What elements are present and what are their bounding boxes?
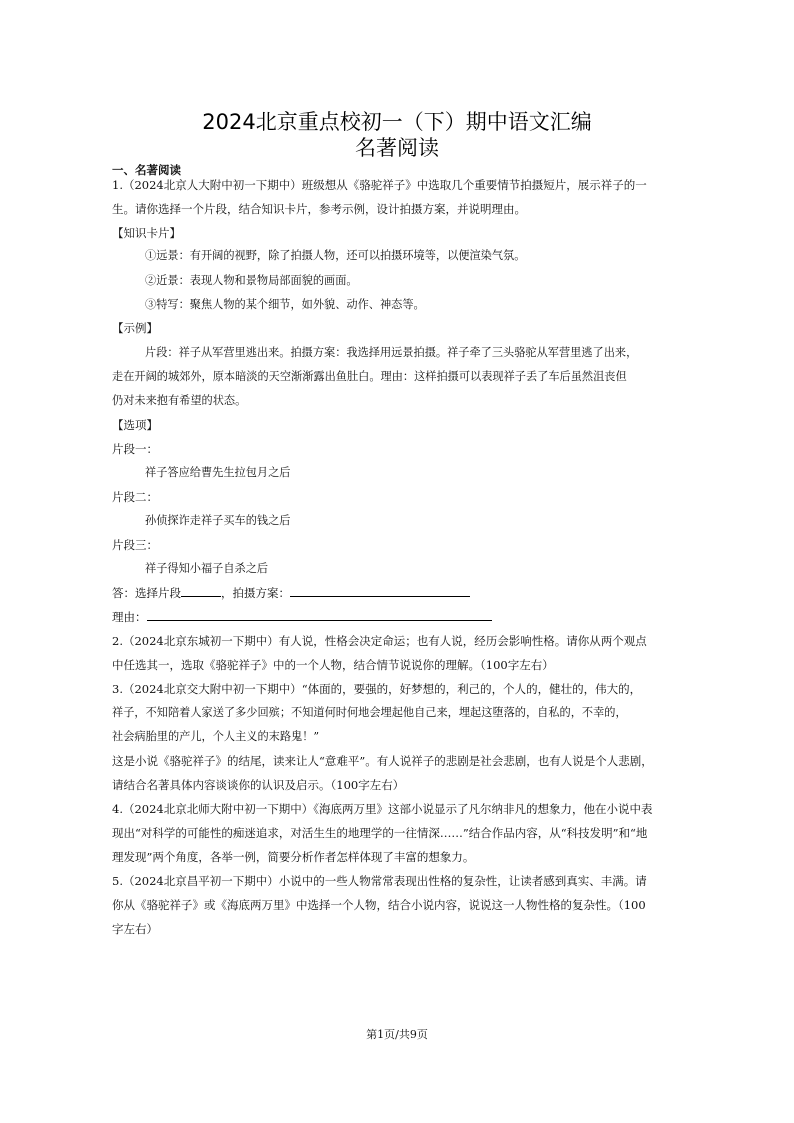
knowledge-card-heading: 【知识卡片】 — [112, 226, 181, 240]
q3-line-3: 社会病胎里的产儿，个人主义的末路鬼！” — [112, 730, 320, 743]
knowledge-card-item-2: ②近景：表现人物和景物局部面貌的画面。 — [145, 274, 358, 287]
fragment-3-label: 片段三： — [112, 538, 158, 552]
q5-line-3: 字左右） — [112, 922, 158, 936]
fragment-2-text: 孙侦探诈走祥子买车的钱之后 — [145, 514, 291, 527]
answer-line — [112, 585, 692, 601]
fragment-3-text: 祥子得知小福子自杀之后 — [145, 562, 269, 575]
q2-line-2: 中任选其一，选取《骆驼祥子》中的一个人物，结合情节说说你的理解。（100字左右） — [112, 658, 554, 672]
knowledge-card-item-1: ①远景：有开阔的视野，除了拍摄人物，还可以拍摄环境等，以便渲染气氛。 — [145, 249, 526, 262]
section-heading: 一、名著阅读 — [112, 163, 181, 177]
q4-line-2: 现出“对科学的可能性的痴迷追求，对活生生的地理学的一往情深……”结合作品内容，从“科技发明”和“地 — [112, 826, 648, 840]
page-title: 2024北京重点校初一（下）期中语文汇编 — [202, 110, 592, 134]
example-line-2: 走在开阔的城郊外，原本暗淡的天空渐渐露出鱼肚白。理由：这样拍摄可以表现祥子丢了车后虽然沮丧但 — [112, 370, 627, 383]
options-heading: 【选项】 — [112, 418, 158, 432]
page-footer: 第1页/共9页 — [366, 1028, 428, 1041]
example-line-3: 仍对未来抱有希望的状态。 — [112, 394, 247, 407]
q1-line-2: 生。请你选择一个片段，结合知识卡片，参考示例，设计拍摄方案，并说明理由。 — [112, 202, 526, 216]
q5-line-1: 5.（2024北京昌平初一下期中）小说中的一些人物常常表现出性格的复杂性，让读者感到真实、丰满。请 — [112, 874, 647, 888]
q3-line-5: 请结合名著具体内容谈谈你的认识及启示。（100字左右） — [112, 778, 405, 792]
reason-line — [112, 609, 692, 625]
fragment-1-text: 祥子答应给曹先生拉包月之后 — [145, 466, 291, 479]
q3-line-2: 祥子，不知陪着人家送了多少回殡；不知道何时何地会埋起他自己来，埋起这堕落的，自私的，不幸的， — [112, 706, 627, 719]
reason-blank[interactable] — [147, 609, 492, 621]
reason-label: 理由： — [112, 610, 147, 624]
q4-line-1: 4.（2024北京北师大附中初一下期中）《海底两万里》这部小说显示了凡尔纳非凡的想象力，他在小说中表 — [112, 802, 653, 816]
example-heading: 【示例】 — [112, 321, 158, 335]
fragment-1-label: 片段一： — [112, 442, 158, 456]
page-subtitle: 名著阅读 — [355, 136, 439, 160]
q3-line-1: 3.（2024北京交大附中初一下期中）“体面的，要强的，好梦想的，利己的，个人的，健壮的，伟大的， — [112, 682, 642, 696]
plan-blank[interactable] — [290, 585, 470, 597]
q2-line-1: 2.（2024北京东城初一下期中）有人说，性格会决定命运；也有人说，经历会影响性格。请你从两个观点 — [112, 634, 647, 648]
q1-line-1: 1.（2024北京人大附中初一下期中）班级想从《骆驼祥子》中选取几个重要情节拍摄短片，展示祥子的一 — [112, 178, 647, 192]
answer-plan-label: ，拍摄方案： — [221, 586, 290, 600]
fragment-2-label: 片段二： — [112, 490, 158, 504]
q5-line-2: 你从《骆驼祥子》或《海底两万里》中选择一个人物，结合小说内容，说说这一人物性格的复杂性。（100 — [112, 898, 646, 912]
q4-line-3: 理发现”两个角度，各举一例，简要分析作者怎样体现了丰富的想象力。 — [112, 850, 475, 864]
q3-line-4: 这是小说《骆驼祥子》的结尾，读来让人“意难平”。有人说祥子的悲剧是社会悲剧，也有人说是个人悲剧， — [112, 754, 653, 768]
fragment-choice-blank[interactable] — [181, 585, 221, 597]
knowledge-card-item-3: ③特写：聚焦人物的某个细节，如外貌、动作、神态等。 — [145, 298, 425, 311]
example-line-1: 片段：祥子从军营里逃出来。拍摄方案：我选择用远景拍摄。祥子牵了三头骆驼从军营里逃了出来， — [145, 346, 638, 359]
answer-prefix: 答：选择片段 — [112, 586, 181, 600]
